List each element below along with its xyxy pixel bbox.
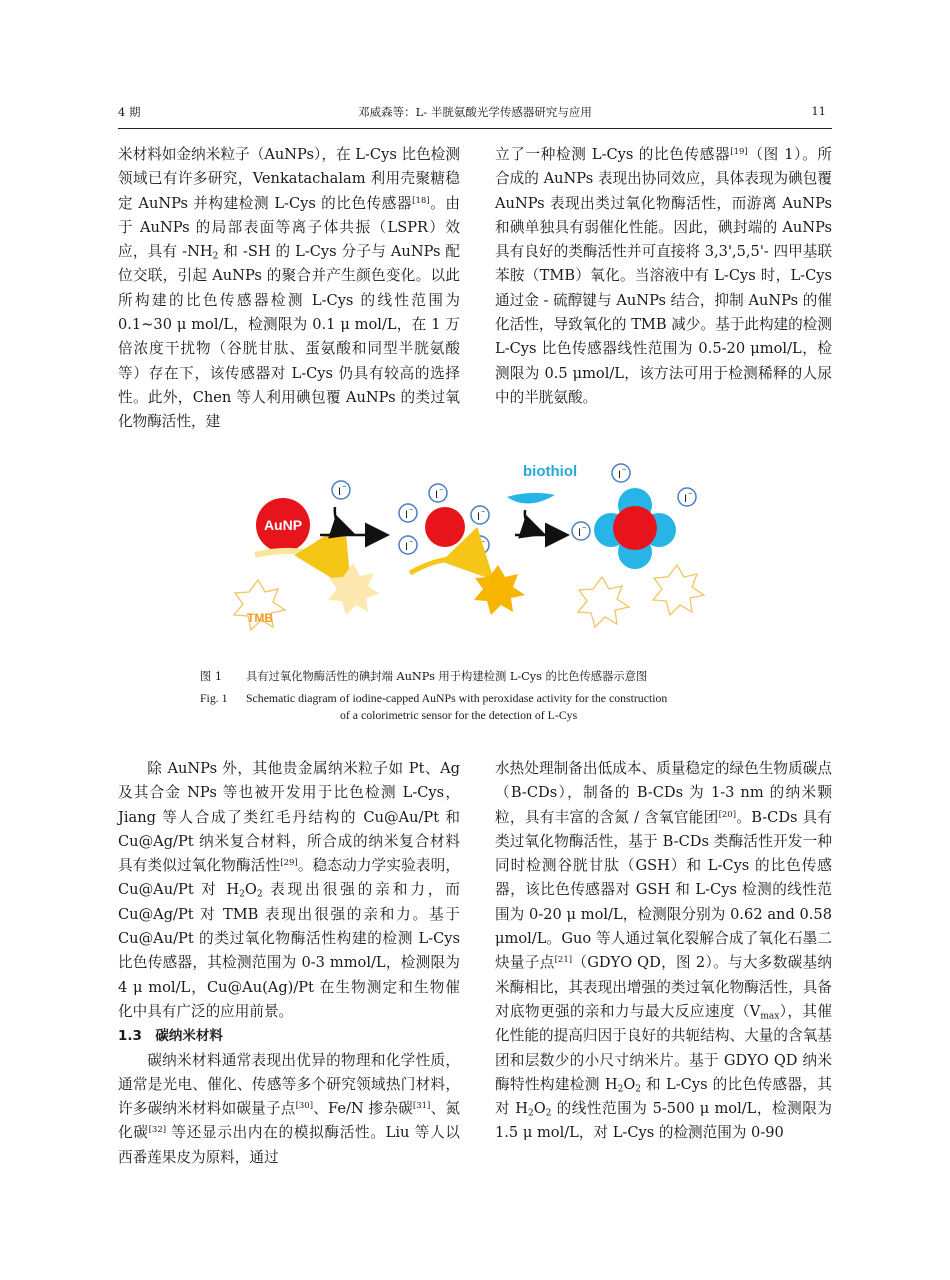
citation[interactable]: [29] [280,858,298,869]
paragraph: 碳纳米材料通常表现出优异的物理和化学性质，通常是光电、催化、传感等多个研究领域热门材料，许多碳纳米材料如碳量子点[30]、Fe/N 掺杂碳[31]、氮化碳[32] 等还显示出内在的模拟酶活性。Liu 等人以西番莲果皮为原料，通过 [118,1051,460,1166]
iodide-ion [678,488,696,506]
reaction-arrow-strong [410,559,487,573]
iodide-ion [332,481,350,499]
svg-text:I: I [435,489,439,501]
iodide-ion [612,464,630,482]
iodide-ion [399,536,417,554]
biothiol-molecule [507,493,555,504]
iodide-ion [399,504,417,522]
svg-text:I: I [405,541,409,553]
iodide-ion [429,484,447,502]
tmb-label: TMB [247,611,273,625]
biothiol-label: biothiol [523,463,578,480]
paragraph: 水热处理制备出低成本、质量稳定的绿色生物质碳点（B-CDs），制备的 B-CDs 为 1-3 nm 的纳米颗粒，具有丰富的含氮 / 含氧官能团[20]。B-CDs 具有类过氧化物酶活性，基于 B-CDs 类酶活性开发一种同时检测谷胱甘肽（GSH）和 L-Cys 的比色传感器，该比色传感器对 GSH 和 L-Cys 检测的线性范围为 0-20 μ mol/L，检测限分别为 0.62 and 0.58 μmol/L。Guo 等人通过氧化裂解合成了氧化石墨二炔量子点[21]（GDYO QD，图 2）。与大多数碳基纳米酶相比，其表现出增强的类过氧化物酶活性，具备对底物更强的亲和力与最大反应速度$(V_{max})$，其催化性能的提高归因于良好的共轭结构、大量的含氧基团和层数少的小尺寸纳米片。基于 GDYO QD 纳米酶特性构建检测 $H_2O_2$ 和 L-Cys 的比色传感器，其对 $H_2O_2$ 的线性范围为 5-500 μ mol/L，检测限为 1.5 μ mol/L，对 L-Cys 的检测范围为 0-90 [495,760,832,1142]
column-right-top [495,143,832,410]
binding-arrow [335,507,351,533]
citation[interactable]: [20] [718,809,737,820]
figure-label-zh: 图 1 [200,670,223,683]
svg-text:I: I [477,541,481,553]
svg-text:I: I [578,527,582,539]
column-left-top [118,143,460,435]
binding-arrow [525,510,541,533]
svg-text:−: − [409,507,414,514]
column-right-bottom [495,757,832,1146]
svg-text:−: − [481,539,486,546]
aunp-label: AuNP [263,517,303,533]
running-header [118,104,832,129]
svg-text:I: I [338,486,342,498]
iodide-ion [572,522,590,540]
citation[interactable]: [18] [412,195,430,206]
tmb-star-outline [578,577,629,627]
aunp-particle [256,498,310,552]
svg-text:I: I [477,511,481,523]
svg-text:−: − [622,467,627,474]
thiol-bound-aunp [594,488,676,569]
tmb-star-dark [474,565,525,615]
column-left-bottom [118,757,460,1170]
running-title: 邓威森等：L- 半胱氨酸光学传感器研究与应用 [358,105,592,119]
svg-text:−: − [481,509,486,516]
paragraph: 米材料如金纳米粒子（AuNPs），在 L-Cys 比色检测领域已有许多研究，Venkatachalam 利用壳聚糖稳定 AuNPs 并构建检测 L-Cys 的比色传感器[18]。由于 AuNPs 的局部表面等离子体共振（LSPR）效应，具有 $-NH_2$ 和 -SH 的 L-Cys 分子与 AuNPs 配位交联，引起 AuNPs 的聚合并产生颜色变化。以此所构建的比色传感器检测 L-Cys 的线性范围为 0.1~30 μ mol/L，检测限为 0.1 μ mol/L，在 1 万倍浓度干扰物（谷胱甘肽、蛋氨酸和同型半胱氨酸等）存在下，该传感器对 L-Cys 仍具有较高的选择性。此外，Chen 等人利用碘包覆 AuNPs 的类过氧化物酶活性，建 [118,146,460,431]
figure-label-en: Fig. 1 [200,691,228,705]
citation[interactable]: [21] [554,955,573,966]
svg-text:−: − [439,487,444,494]
svg-text:I: I [405,509,409,521]
svg-text:−: − [342,484,347,491]
paragraph: 除 AuNPs 外，其他贵金属纳米粒子如 Pt、Ag 及其合金 NPs 等也被开发用于比色检测 L-Cys，Jiang 等人合成了类红毛丹结构的 Cu@Au/Pt 和 Cu@Ag/Pt 纳米复合材料，所合成的纳米复合材料具有类似过氧化物酶活性[29]。稳态动力学实验表明，Cu@Au/Pt 对 $H_2O_2$ 表现出很强的亲和力，而 Cu@Ag/Pt 对 TMB 表现出很强的亲和力。基于 Cu@Au/Pt 的类过氧化物酶活性构建的检测 L-Cys 比色传感器，其检测范围为 0-3 mmol/L，检测限为 4 μ mol/L，Cu@Au(Ag)/Pt 在生物测定和生物催化中具有广泛的应用前景。 [118,760,461,1020]
svg-text:−: − [688,491,693,498]
svg-text:−: − [582,525,587,532]
iodide-ion [471,506,489,524]
tmb-star-outline [653,565,704,615]
section-heading: 1.3 碳纳米材料 [118,1028,223,1045]
figure-1-schematic [225,455,725,655]
caption-text-en-line2: of a colorimetric sensor for the detection of L-Cys [340,708,578,722]
citation[interactable]: [32] [148,1125,167,1136]
svg-text:−: − [409,539,414,546]
caption-text-en-line1: Schematic diagram of iodine-capped AuNPs with peroxidase activity for the construction [246,691,668,705]
figure-caption-zh [200,668,760,685]
citation[interactable]: [30] [295,1101,314,1112]
figure-caption-en [200,690,760,724]
figure-1 [225,455,725,655]
caption-text-zh: 具有过氧化物酶活性的碘封端 AuNPs 用于构建检测 L-Cys 的比色传感器示意图 [246,670,648,683]
page-number: 11 [811,104,826,118]
citation[interactable]: [31] [412,1101,431,1112]
iodide-ion [471,536,489,554]
svg-text:I: I [684,493,688,505]
iodide-capped-aunp [425,507,465,547]
reaction-arrow-light [255,551,345,580]
issue-number: 4 期 [118,105,141,119]
citation[interactable]: [19] [730,146,748,157]
paragraph: 立了一种检测 L-Cys 的比色传感器[19]（图 1）。所合成的 AuNPs 表现出协同效应，具体表现为碘包覆 AuNPs 表现出类过氧化物酶活性，而游离 AuNPs 和碘单独具有弱催化性能。因此，碘封端的 AuNPs 具有良好的类酶活性并可直接将 3,3',5,5'- 四甲基联苯胺（TMB）氧化。当溶液中有 L-Cys 时，L-Cys 通过金 - 硫醇键与 AuNPs 结合，抑制 AuNPs 的催化活性，导致氧化的 TMB 减少。基于此构建的检测 L-Cys 比色传感器线性范围为 0.5-20 μmol/L，检测限为 0.5 μmol/L，该方法可用于检测稀释的人尿中的半胱氨酸。 [495,146,832,406]
svg-text:I: I [618,469,622,481]
